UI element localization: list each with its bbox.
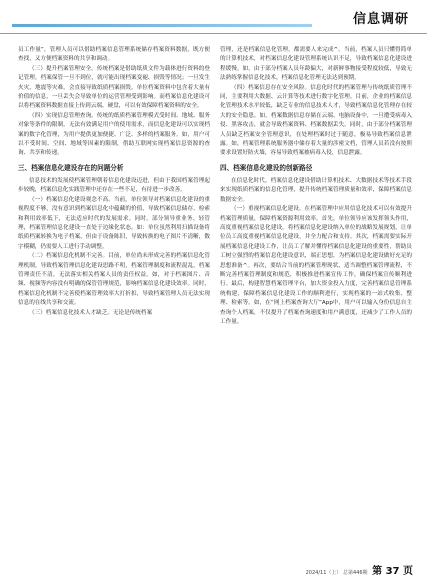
page-footer bbox=[306, 562, 413, 577]
issue-info: 2024/11（上） 总第446期 bbox=[305, 570, 368, 576]
paragraph: 在信息化时代，档案信息化建设借助计算机技术、大数据技术等技术手段来实现纸质档案的信息化管理，提升传统档案管理质量和效率，保障档案信息数据安全。 bbox=[220, 177, 412, 203]
section-heading: 四、档案信息化建设的创新路径 bbox=[220, 163, 313, 172]
paragraph: 员工作量”，管理人员可以借助档案信息管理系统储存档案资料数据，既方便查找，又方便档案资料的共享和调动。 bbox=[18, 47, 210, 63]
paragraph: （三）档案信息化技术人才缺乏。无论是传统档案 bbox=[29, 309, 153, 316]
paragraph: 管理，还是档案信息化管理，都需要人来完成^。当前，档案人员只懂得简单的计算机技术，对档案信息化建设管理系统认识不足，导致档案信息化建设进程缓慢。如，由于部分档案人员年龄偏大，对新鲜事物接受程度较低，导致无法熟练掌握信息化技术，档案信息化管理无法达到预期。 bbox=[220, 47, 412, 82]
header-rule bbox=[0, 33, 427, 34]
section-title: 信息调研 bbox=[352, 12, 409, 27]
paragraph: （三）提升档案管理安全。传统档案是借助纸质文件为载体进行资料的登记管理，档案保管一旦不到位，就可能出现档案变褪、损毁等情况；一旦发生火灾、地震等灾难，会直接导致纸质档案损毁。单位档案资料中包含着大量有价值的信息，一旦丢失会导致单位的运营管理受到影响。而档案信息化建设可以将档案资料数据直接上传到云端、硬盘，可以有效保障档案资料的安全。 bbox=[18, 65, 210, 110]
header-accent-bar bbox=[12, 24, 312, 27]
paragraph: （四）档案信息存在安全风险。信息化时代的档案管理与传统纸质管理不同，主要利用大数据、云计算等技术进行数字化管理。目前，企业的档案信息化管理技术水平较低，缺乏专业的信息技术人才，导致档案信息化管理存在较大的安全隐患。如，档案数据信息存储在云端、电脑设备中，一旦遭受病毒入侵、黑客攻击，就会导致档案资料、档案数据丢失。同时，由于部分档案管理人员缺乏档案安全管理意识，在处理档案时过于随意，极易导致档案信息泄露。如，档案管理系统服务器中储存着大量的涉密文档，管理人员若没有按照要求设置好防火墙，容易导致档案被病毒入侵，信息泄露。 bbox=[220, 84, 412, 157]
left-column bbox=[18, 46, 210, 318]
right-column bbox=[220, 46, 412, 327]
paragraph: （四）实现信息管理查询。传统的纸质档案管理模式受时间、地域、服务对象等条件的限制，无法有效满足用户的使用需求，而信息化建设可以实现档案的数字化管理，为用户提供更加便捷、广泛、多样的档案服务。如，用户可以不受时间、空间、地域等因素的限制，借助互联网实现档案信息资源的查询、共享和传递。 bbox=[18, 112, 210, 157]
paragraph: （二）档案信息化机制不完善。目前，单位尚未形成完善的档案信息化管理机制，导致档案管理信息化建设思路不明，档案管理制度和流程混乱，档案管理责任不清，无法落实相关档案人员的责任权益。如，对于档案图片、音频、视频等内容没有明确的保管管理规范，影响档案信息化建设效率。同时，档案信息化机制不完善使档案管理效率大打折扣，导致档案管理人员无法实现信息的在线共享和交流。 bbox=[18, 253, 210, 307]
paragraph: （一）重视档案信息化建设。在档案管理中应用信息化技术可以有效提升档案管理质量，保障档案资源利用效率。首先，单位领导应该发挥领头作用，高度重视档案信息化建设，将档案信息化建设纳入单位的战略发展规划，让单位员工高度重视档案信息化建设，并全力配合和支持。其次，档案需要实际开展档案信息化建设工作，让员工了解并懂得档案信息化建设的重要性，帮助员工树立强烈的档案信息化建设意识，端正思想，为档案信息化建设做好充足的思想准备^。再次，要结合当前的档案管理现状，适当调整档案管理流程，不断完善档案管理制度和规范，积极推进档案宣传工作，确保档案宣传顺利进行。最后，构建智慧档案管理平台，加大资金投入力度，完善档案信息管理系统构建，保障档案信息化建设工作的顺利进行，实现档案的一站式收集、整理、检索等。如，在“网上档案查询大厅”App中，用户可以输入身份信息自主查询个人档案，不仅提升了档案查询速度和用户满意度，还减少了工作人员的工作量。 bbox=[220, 206, 412, 325]
paragraph: （一）档案信息化建设观念不高。当前，单位领导对档案信息化建设的重视程度不够，没有意识到档案信息化中蕴藏的价值，导致档案信息储存、检索和利用效率低下，无法适应时代的发展需求。同时，部分领导重业务、轻管理，档案管理信息化建设一直处于边缘化状态。如：单位虽然利用扫描设备将纸质档案转换为电子档案，但由于设备陈旧，导致转换的电子图片不清晰，数字模糊，仍需要人工进行手动调整。 bbox=[18, 196, 210, 250]
page-number: 第 37 页 bbox=[372, 566, 413, 577]
paragraph: 信息技术的发展使档案管理朝着信息化建设迈进，但由于我国档案管理起步较晚，档案信息化实践管理中还存在一些不足，有待进一步改善。 bbox=[18, 177, 210, 194]
section-heading: 三、档案信息化建设存在的问题分析 bbox=[18, 163, 124, 172]
page-header bbox=[0, 0, 427, 40]
